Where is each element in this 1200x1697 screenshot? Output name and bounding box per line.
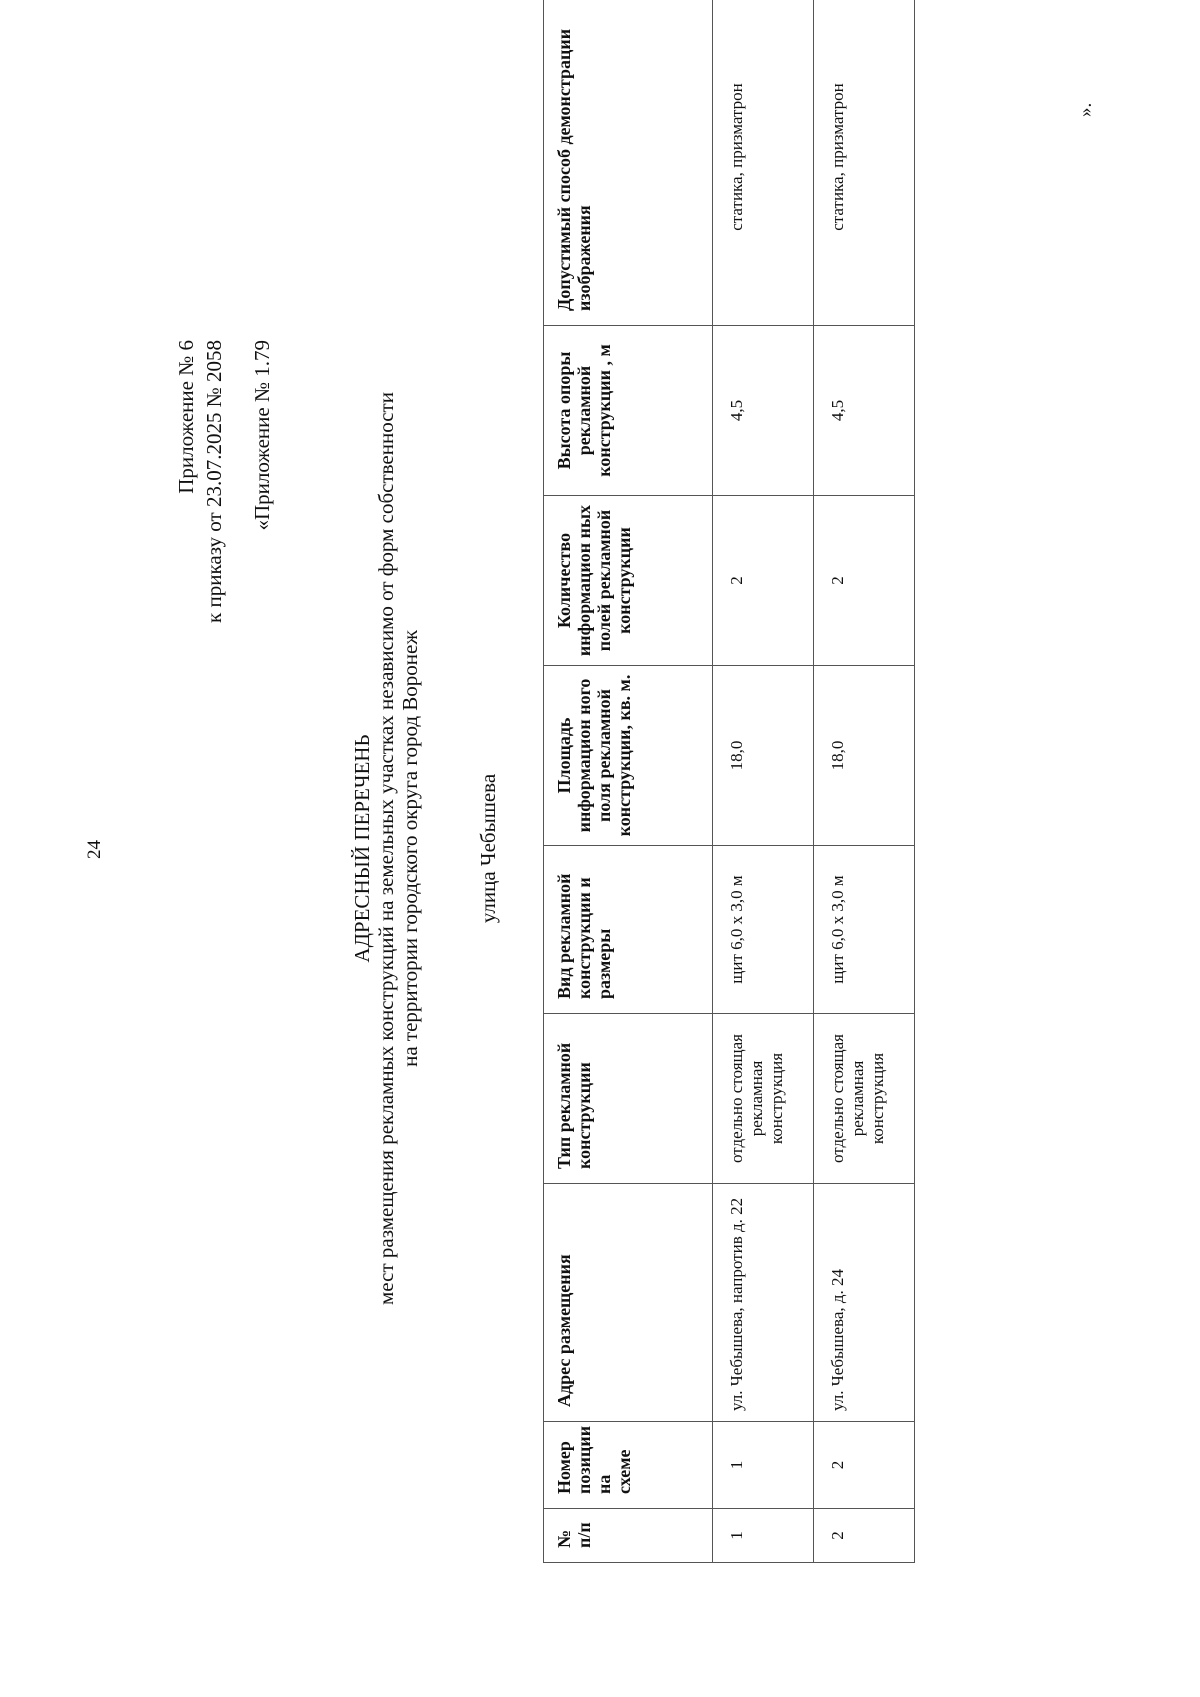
cell-display-method: статика, призматрон [713, 0, 814, 326]
header-support-height: Высота опоры рекламной конструкции , м [544, 326, 713, 496]
header-address: Адрес размещения [544, 1184, 713, 1422]
cell-construction-type: отдельно стоящая рекламная конструкция [814, 1014, 915, 1184]
table-header-row [544, 0, 713, 1563]
title-line-2: мест размещения рекламных конструкций на земельных участках независимо от форм собственности [374, 392, 398, 1305]
cell-scheme-position: 2 [814, 1422, 915, 1509]
header-field-count: Количество информацион ных полей рекламной конструкции [544, 496, 713, 666]
street-name: улица Чебышева [476, 773, 500, 924]
header-field-area: Площадь информацион ного поля рекламной конструкции, кв. м. [544, 666, 713, 846]
cell-construction-kind: щит 6,0 х 3,0 м [814, 846, 915, 1014]
cell-number: 1 [713, 1509, 814, 1563]
cell-address: ул. Чебышева, напротив д. 22 [713, 1184, 814, 1422]
cell-address: ул. Чебышева, д. 24 [814, 1184, 915, 1422]
address-registry-table [543, 0, 915, 1563]
cell-construction-type: отдельно стоящая рекламная конструкция [713, 1014, 814, 1184]
cell-field-area: 18,0 [713, 666, 814, 846]
document-title [350, 0, 422, 1697]
title-heading: АДРЕСНЫЙ ПЕРЕЧЕНЬ [350, 734, 374, 963]
header-number: № п/п [544, 1509, 713, 1563]
table-row [814, 0, 915, 1563]
cell-support-height: 4,5 [814, 326, 915, 496]
cell-display-method: статика, призматрон [814, 0, 915, 326]
closing-quote-mark: ». [1075, 102, 1096, 117]
appendix-number: Приложение № 6 [174, 340, 198, 494]
cell-field-count: 2 [814, 496, 915, 666]
appendix-sub-number: «Приложение № 1.79 [250, 340, 274, 531]
header-scheme-position: Номер позиции на схеме [544, 1422, 713, 1509]
header-construction-type: Тип рекламной конструкции [544, 1014, 713, 1184]
page-number: 24 [84, 840, 105, 859]
header-display-method: Допустимый способ демонстрации изображения [544, 0, 713, 326]
cell-field-area: 18,0 [814, 666, 915, 846]
title-line-3: на территории городского округа город Воронеж [398, 630, 422, 1067]
cell-support-height: 4,5 [713, 326, 814, 496]
cell-construction-kind: щит 6,0 х 3,0 м [713, 846, 814, 1014]
header-construction-kind: Вид рекламной конструкции и размеры [544, 846, 713, 1014]
cell-number: 2 [814, 1509, 915, 1563]
table-row [713, 0, 814, 1563]
cell-scheme-position: 1 [713, 1422, 814, 1509]
appendix-reference [172, 340, 276, 623]
cell-field-count: 2 [713, 496, 814, 666]
order-reference: к приказу от 23.07.2025 № 2058 [202, 340, 226, 623]
